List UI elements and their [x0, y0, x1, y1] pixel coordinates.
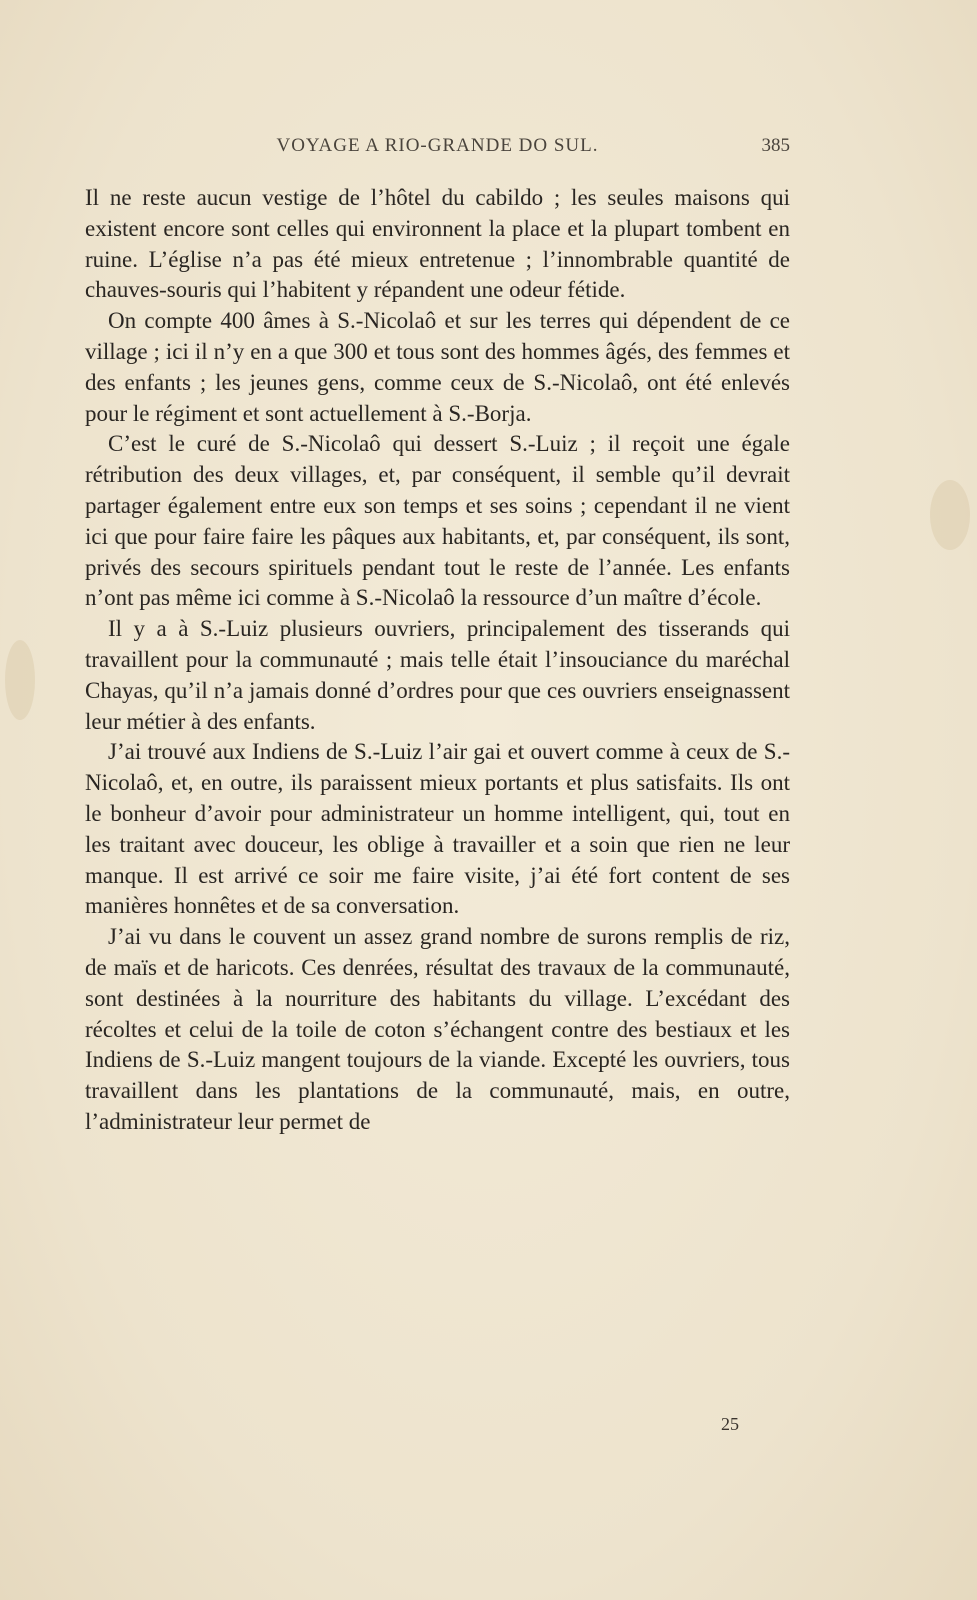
paragraph: On compte 400 âmes à S.-Nicolaô et sur les terres qui dépendent de ce village ; ici il n’y en a que 300 et tous sont des hommes âgés, des femmes et des enfants ; les jeunes gens, comme ceux de S.-Nicolaô, ont été enlevés pour le régiment et sont actuellement à S.-Borja.: [85, 308, 790, 426]
page-number: 385: [761, 135, 790, 156]
paragraph: J’ai vu dans le couvent un assez grand nombre de surons remplis de riz, de maïs et de haricots. Ces denrées, résultat des travaux de la communauté, sont destinées à la nourriture des habitants du village. L’excédant des récoltes et celui de la toile de coton s’échangent contre des bestiaux et les Indiens de S.-Luiz mangent toujours de la viande. Excepté les ouvriers, tous travaillent dans les plantations de la communauté, mais, en outre, l’administrateur leur permet de: [85, 924, 790, 1134]
paragraph: J’ai trouvé aux Indiens de S.-Luiz l’air gai et ouvert comme à ceux de S.-Nicolaô, et, en outre, ils paraissent mieux portants et plus satisfaits. Ils ont le bonheur d’avoir pour administrateur un homme intelligent, qui, tout en les traitant avec douceur, les oblige à travailler et a soin que rien ne leur manque. Il est arrivé ce soir me faire visite, j’ai été fort content de ses manières honnêtes et de sa conversation.: [85, 739, 790, 919]
page-stain: [930, 480, 970, 550]
page-stain: [5, 640, 35, 720]
running-title: VOYAGE A RIO-GRANDE DO SUL.: [276, 135, 599, 156]
paragraph: Il ne reste aucun vestige de l’hôtel du cabildo ; les seules maisons qui existent encore sont celles qui environnent la place et la plupart tombent en ruine. L’église n’a pas été mieux entretenue ; l’innombrable quantité de chauves-souris qui l’habitent y répandent une odeur fétide.: [85, 185, 790, 303]
paragraph: C’est le curé de S.-Nicolaô qui dessert S.-Luiz ; il reçoit une égale rétribution des deux villages, et, par conséquent, il semble qu’il devrait partager également entre eux son temps et ses soins ; cependant il ne vient ici que pour faire faire les pâques aux habitants, et, par conséquent, ils sont, privés des secours spirituels pendant tout le reste de l’année. Les enfants n’ont pas même ici comme à S.-Nicolaô la ressource d’un maître d’école.: [85, 431, 790, 611]
signature-mark: 25: [721, 1414, 739, 1434]
page-header: [85, 135, 790, 161]
body-text: [85, 183, 790, 1138]
paragraph: Il y a à S.-Luiz plusieurs ouvriers, principalement des tisserands qui travaillent pour la communauté ; mais telle était l’insouciance du maréchal Chayas, qu’il n’a jamais donné d’ordres pour que ces ouvriers enseignassent leur métier à des enfants.: [85, 616, 790, 734]
